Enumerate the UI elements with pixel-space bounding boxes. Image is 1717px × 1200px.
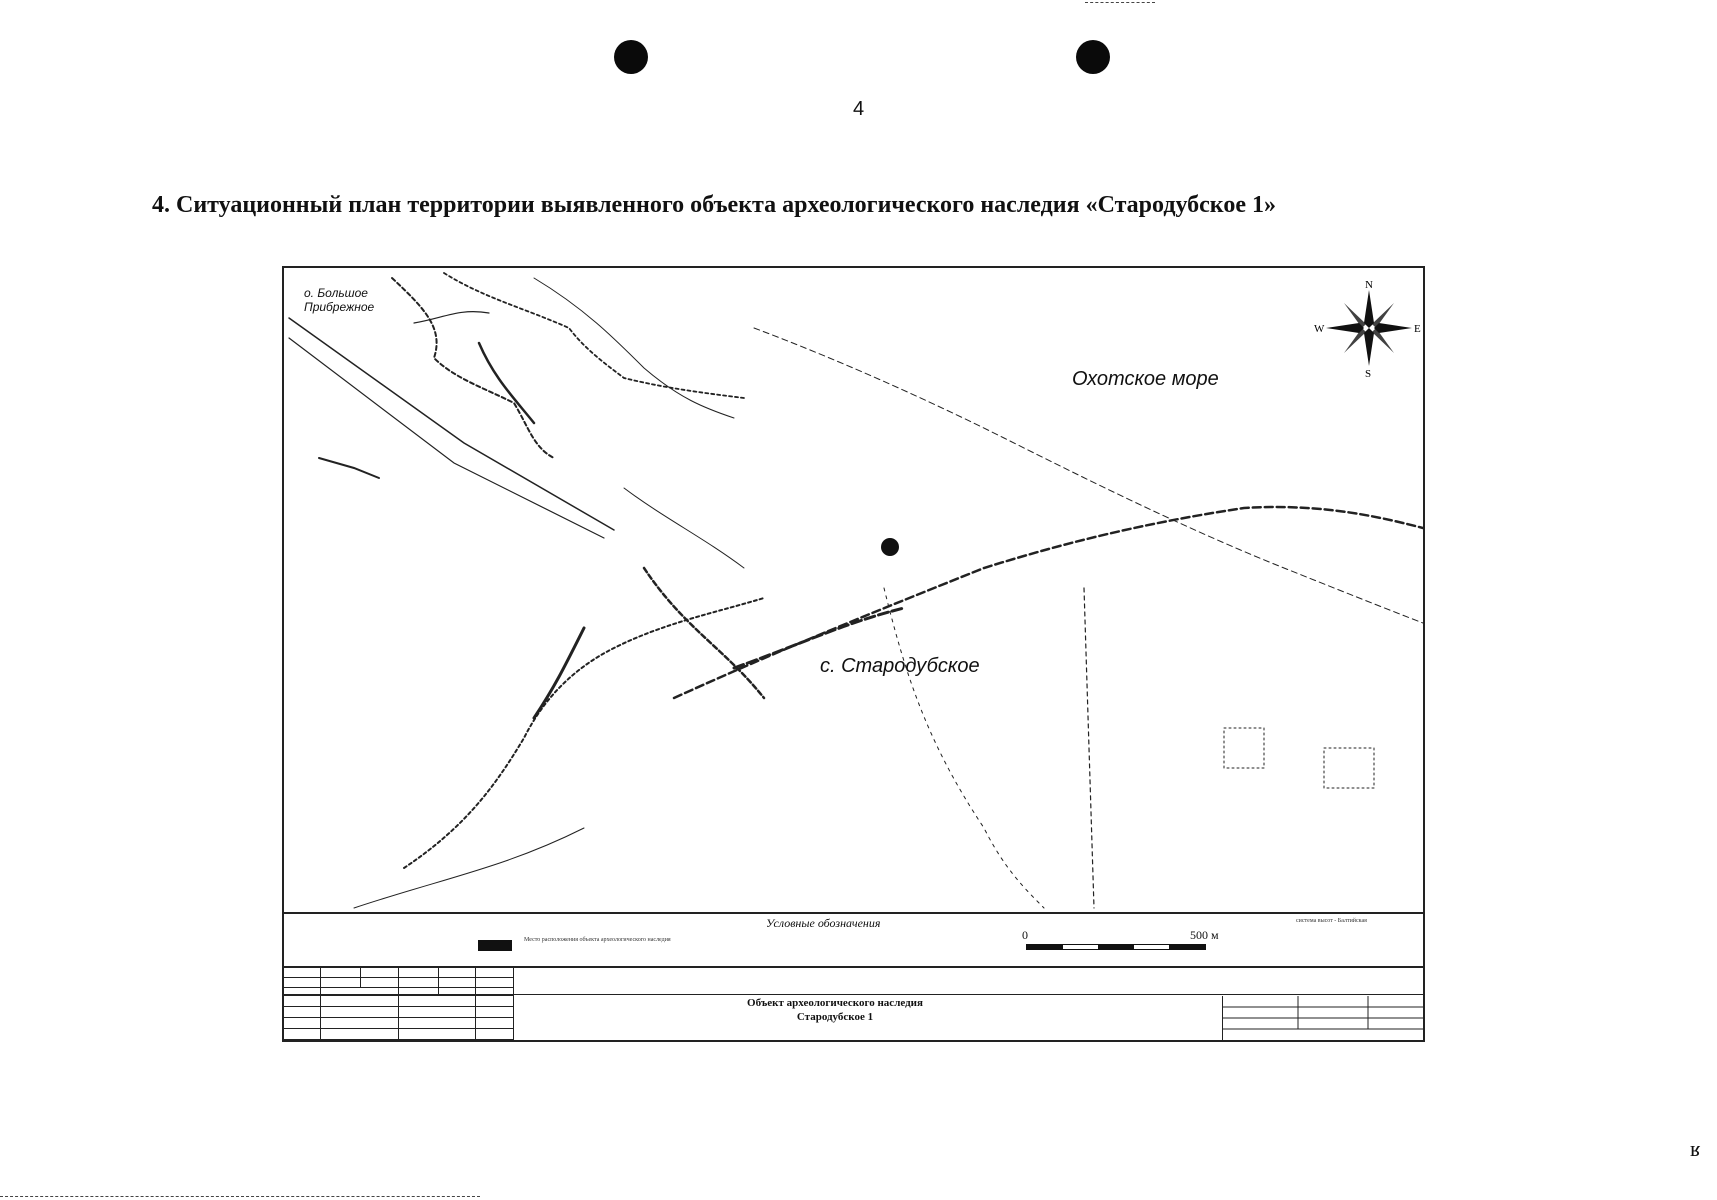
building-outline — [1224, 728, 1264, 768]
page-heading: 4. Ситуационный план территории выявленного объекта археологического наследия «Стародубское 1» — [152, 192, 1276, 218]
map-lines — [284, 268, 1423, 912]
road-outline — [289, 318, 614, 530]
compass-n: N — [1365, 279, 1373, 291]
compass-w: W — [1314, 323, 1325, 335]
sea-label: Охотское море — [1072, 368, 1219, 390]
map-area — [284, 268, 1423, 912]
village-label: с. Стародубское — [820, 655, 980, 677]
stream-line — [534, 628, 584, 718]
object-title — [514, 996, 1156, 1024]
legend-swatch — [478, 940, 512, 951]
title-block-grid — [284, 968, 514, 1040]
lake-label: о. Большое Прибрежное — [304, 286, 375, 314]
situational-plan-frame — [282, 266, 1425, 1042]
contour-line — [534, 278, 734, 418]
compass-rose — [1314, 278, 1423, 378]
compass-s: S — [1365, 368, 1372, 378]
sovetskaya-street — [1084, 588, 1094, 908]
path-line — [444, 273, 744, 398]
title-block — [284, 968, 1423, 1040]
scale-start-label: 0 — [1022, 928, 1028, 942]
compass-icon — [1314, 278, 1423, 378]
height-system-note: система высот - Балтийская — [1296, 918, 1367, 924]
stamp-grid — [1223, 996, 1424, 1040]
scale-end-label: 500 м — [1190, 928, 1219, 942]
handwritten-mark: я — [1690, 1141, 1701, 1166]
object-title-line2: Стародубское 1 — [796, 1011, 874, 1023]
page-number: 4 — [852, 98, 865, 120]
legend-item-text: Место расположения объекта археологического наследия — [524, 937, 671, 943]
road-line — [644, 568, 764, 698]
building-outline — [1324, 748, 1374, 788]
contour-line — [354, 828, 584, 908]
field-marking — [319, 458, 379, 478]
title-block-stamp — [1222, 996, 1424, 1040]
edge-mark-bottom — [0, 1196, 480, 1197]
scale-bar — [1026, 944, 1206, 950]
legend-title: Условные обозначения — [766, 916, 881, 930]
naberezhnaya-street — [674, 507, 1423, 698]
stream-line — [479, 343, 534, 423]
title-block-divider — [284, 994, 1423, 995]
contour-line — [884, 588, 1044, 908]
contour-line — [624, 488, 744, 568]
punch-hole-right — [1076, 40, 1110, 74]
object-title-line1: Объект археологического наследия — [747, 997, 923, 1009]
edge-mark-top — [1085, 2, 1155, 3]
punch-hole-left — [614, 40, 648, 74]
trail-line — [404, 598, 764, 868]
archaeological-site-marker — [881, 538, 899, 556]
legend-bar — [284, 912, 1423, 968]
compass-e: E — [1414, 323, 1421, 335]
